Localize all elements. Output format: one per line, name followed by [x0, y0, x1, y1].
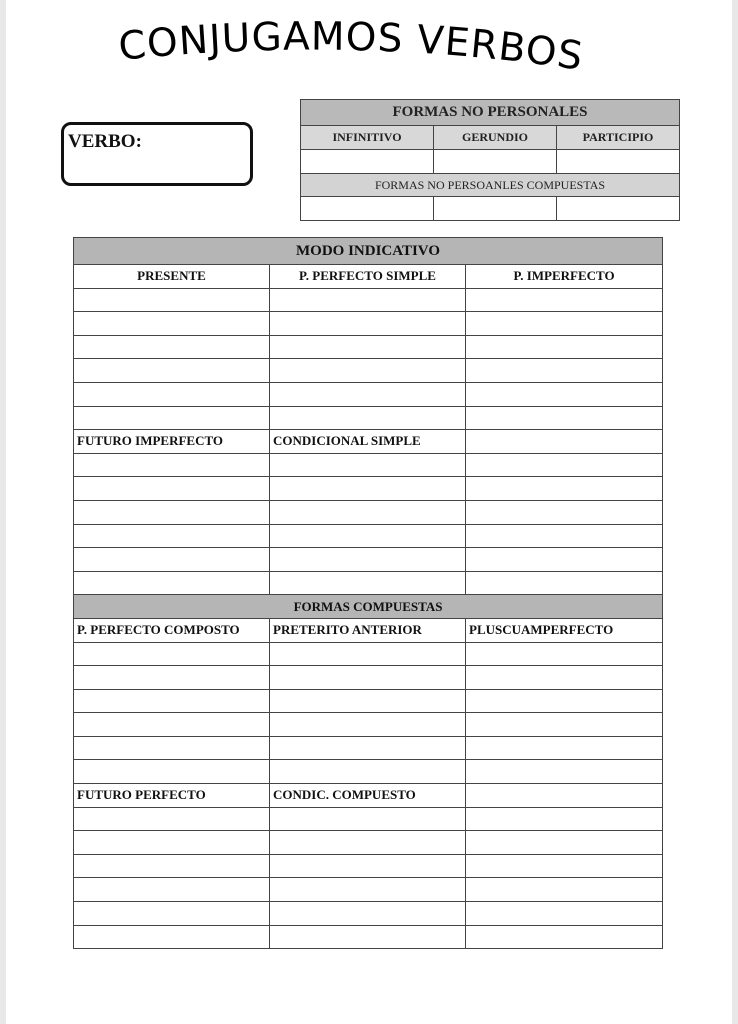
gerundio-compuesto-cell[interactable]: [434, 197, 557, 221]
col-pluscuamperfecto: PLUSCUAMPERFECTO: [466, 618, 663, 642]
compound-rows-2[interactable]: [74, 807, 663, 949]
col-participio: PARTICIPIO: [557, 126, 680, 150]
svg-text:CONJUGAMOS VERBOS: [117, 18, 587, 80]
participio-compuesto-cell[interactable]: [557, 197, 680, 221]
col-empty-2: [466, 784, 663, 808]
col-futuro-perfecto: FUTURO PERFECTO: [74, 784, 270, 808]
gerundio-cell[interactable]: [434, 150, 557, 174]
verbo-box[interactable]: [61, 122, 253, 186]
col-infinitivo: INFINITIVO: [301, 126, 434, 150]
participio-cell[interactable]: [557, 150, 680, 174]
infinitivo-compuesto-cell[interactable]: [301, 197, 434, 221]
modo-indicativo-table: [73, 237, 663, 949]
col-condicional-simple: CONDICIONAL SIMPLE: [270, 430, 466, 454]
compound-rows-1[interactable]: [74, 642, 663, 784]
fnp-compuestas-header: FORMAS NO PERSOANLES COMPUESTAS: [301, 174, 680, 197]
col-presente: PRESENTE: [74, 265, 270, 289]
col-perfecto-simple: P. PERFECTO SIMPLE: [270, 265, 466, 289]
formas-no-personales-table: [300, 99, 680, 221]
infinitivo-cell[interactable]: [301, 150, 434, 174]
simple-rows-1[interactable]: [74, 288, 663, 430]
col-futuro-imperfecto: FUTURO IMPERFECTO: [74, 430, 270, 454]
col-condic-compuesto: CONDIC. COMPUESTO: [270, 784, 466, 808]
formas-compuestas-header: FORMAS COMPUESTAS: [74, 595, 663, 619]
col-gerundio: GERUNDIO: [434, 126, 557, 150]
modo-indicativo-header: MODO INDICATIVO: [74, 238, 663, 265]
page-title: [0, 18, 738, 88]
simple-rows-2[interactable]: [74, 453, 663, 595]
title-text: CONJUGAMOS VERBOS: [116, 18, 587, 80]
verbo-label: VERBO:: [68, 131, 142, 152]
col-perfecto-compuesto: P. PERFECTO COMPOSTO: [74, 618, 270, 642]
col-preterito-anterior: PRETERITO ANTERIOR: [270, 618, 466, 642]
col-imperfecto: P. IMPERFECTO: [466, 265, 663, 289]
fnp-header: FORMAS NO PERSONALES: [301, 100, 680, 126]
col-empty-1: [466, 430, 663, 454]
